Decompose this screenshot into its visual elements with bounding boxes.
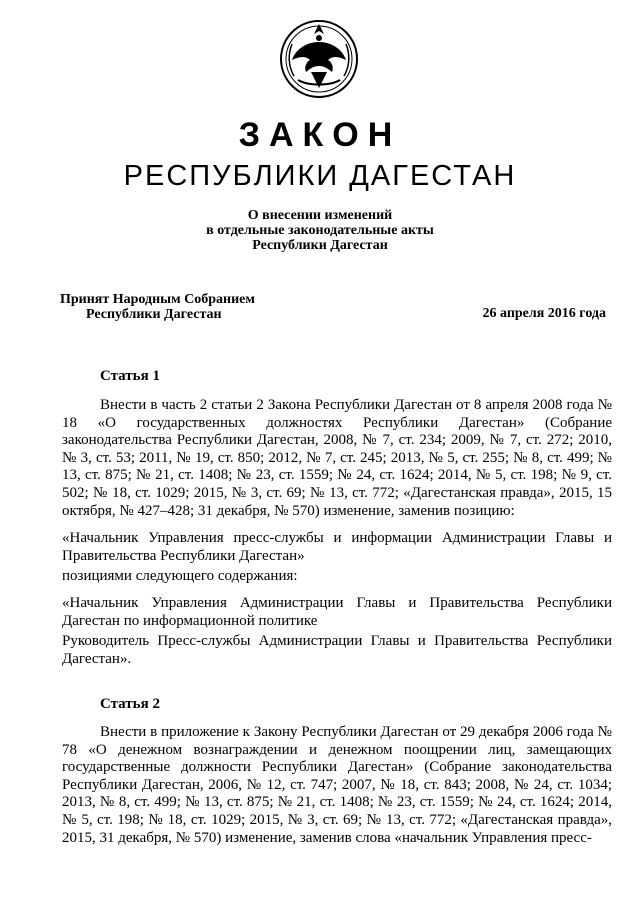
article-1-title: Статья 1 bbox=[100, 368, 160, 384]
article-1-new-position-1: «Начальник Управления Администрации Главы и Правительства Республики Дагестан по информационной политике bbox=[62, 595, 612, 629]
subject-line: в отдельные законодательные акты bbox=[206, 223, 434, 238]
subject-line: О внесении изменений bbox=[247, 208, 393, 223]
article-2-title: Статья 2 bbox=[100, 696, 160, 712]
law-subject bbox=[0, 208, 640, 253]
article-1-intro: Внести в часть 2 статьи 2 Закона Республики Дагестан от 8 апреля 2008 года № 18 «О государственных должностях Республики Дагестан» (Собрание законодательства Республики Дагестан, 2008, № 7, ст. 234; 2009, № 7, ст. 272; 2010, № 3, ст. 53; 2011, № 19, ст. 850; 2012, № 7, ст. 245; 2013, № 5, ст. 255; № 8, ст. 499; № 13, ст. 875; № 21, ст. 1408; № 23, ст. 1559; № 24, ст. 1624; 2014, № 5, ст. 198; № 9, ст. 502; № 18, ст. 1029; 2015, № 3, ст. 69; № 13, ст. 772; «Дагестанская правда», 2015, 15 октября, № 427–428; 31 декабря, № 570) изменение, заменив позицию: bbox=[62, 397, 612, 519]
law-subtitle: РЕСПУБЛИКИ ДАГЕСТАН bbox=[123, 160, 517, 192]
adopted-line: Республики Дагестан bbox=[86, 307, 222, 322]
subject-line: Республики Дагестан bbox=[252, 238, 388, 253]
article-1-replacement-intro: позициями следующего содержания: bbox=[62, 568, 298, 584]
coat-of-arms-eagle-icon bbox=[278, 14, 360, 104]
article-1-new-position-2: Руководитель Пресс-службы Администрации Главы и Правительства Республики Дагестан». bbox=[62, 633, 612, 667]
article-2-intro: Внести в приложение к Закону Республики Дагестан от 29 декабря 2006 года № 78 «О денежном вознаграждении и денежном поощрении лиц, замещающих государственные должности Республики Дагестан» (Собрание законодательства Республики Дагестан, 2006, № 12, ст. 747; 2007, № 18, ст. 843; 2008, № 24, ст. 1034; 2013, № 8, ст. 499; № 13, ст. 875; № 21, ст. 1408; № 23, ст. 1559; № 24, ст. 1624; 2014, № 5, ст. 198; № 18, ст. 1029; 2015, № 3, ст. 69; № 13, ст. 772; «Дагестанская правда», 2015, 31 декабря, № 570) изменение, заменив слова «начальник Управления пресс- bbox=[62, 724, 612, 846]
law-title: ЗАКОН bbox=[238, 116, 402, 154]
adopted-by bbox=[60, 292, 255, 322]
article-1-old-position: «Начальник Управления пресс-службы и информации Администрации Главы и Правительства Республики Дагестан» bbox=[62, 530, 612, 564]
adopted-line: Принят Народным Собранием bbox=[60, 292, 255, 307]
adoption-date: 26 апреля 2016 года bbox=[482, 306, 606, 321]
